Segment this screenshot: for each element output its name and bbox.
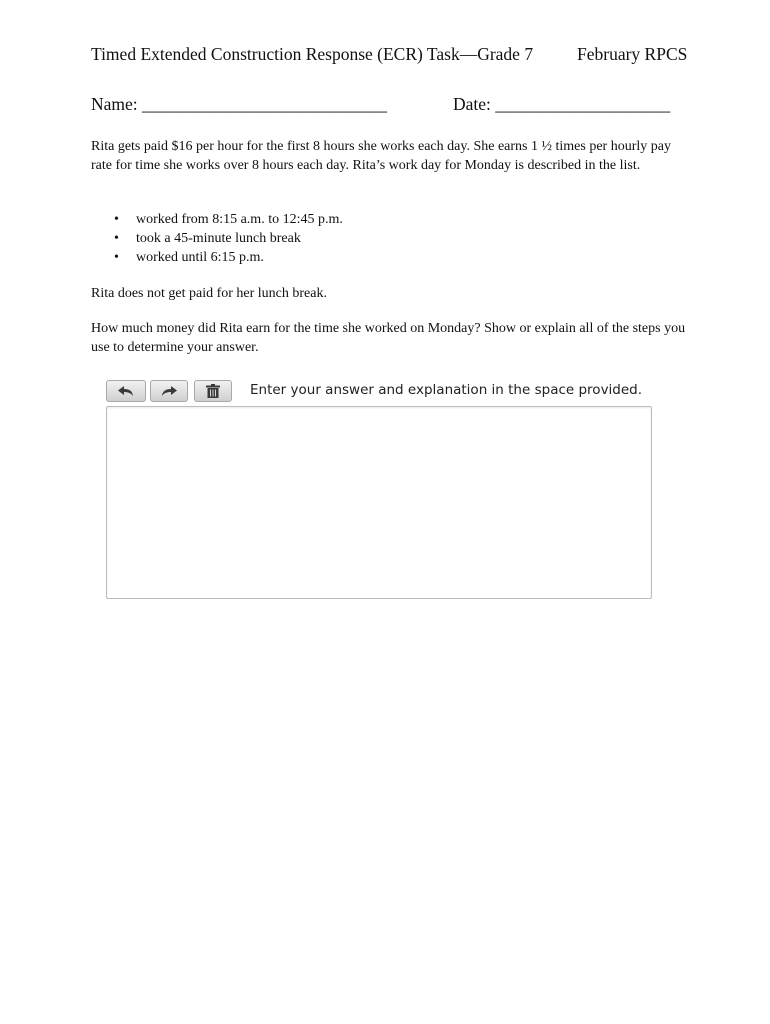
answer-textarea[interactable]: [106, 406, 652, 599]
workday-list: [91, 210, 343, 267]
question-text: How much money did Rita earn for the time she worked on Monday? Show or explain all of the steps you use to determine your answer.: [91, 321, 686, 355]
document-date-label: February RPCS: [577, 44, 688, 64]
name-field: Name: ____________________________: [91, 94, 388, 114]
problem-intro: Rita gets paid $16 per hour for the first 8 hours she works each day. She earns 1 ½ times per hourly pay rate for time she works over 8 hours each day. Rita’s work day for Monday is described in the list.: [91, 139, 671, 173]
list-item: • worked from 8:15 a.m. to 12:45 p.m.: [136, 210, 343, 229]
clear-button[interactable]: [194, 380, 232, 402]
undo-button[interactable]: [106, 380, 146, 402]
list-item: • took a 45-minute lunch break: [136, 229, 343, 248]
lunch-note: Rita does not get paid for her lunch break.: [91, 286, 327, 301]
undo-icon: [117, 385, 135, 397]
redo-icon: [160, 385, 178, 397]
trash-icon: [205, 384, 221, 398]
date-field: Date: ____________________: [453, 94, 671, 114]
redo-button[interactable]: [150, 380, 188, 402]
editor-prompt: Enter your answer and explanation in the space provided.: [250, 382, 643, 398]
list-item: • worked until 6:15 p.m.: [136, 248, 343, 267]
document-title: Timed Extended Construction Response (ECR) Task—Grade 7: [91, 44, 534, 64]
